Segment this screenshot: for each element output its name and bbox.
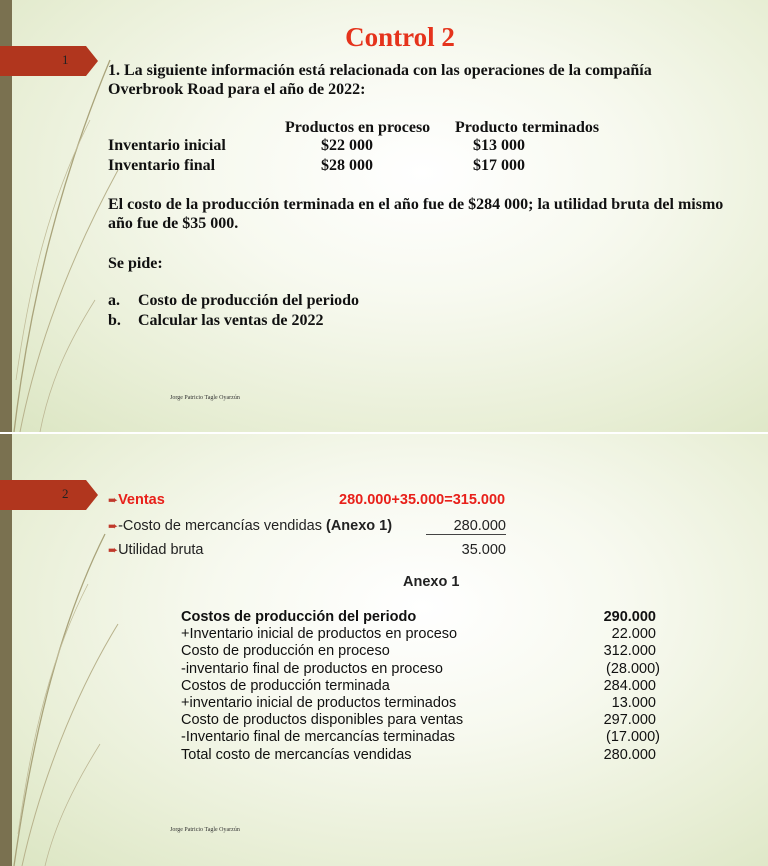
row-final-proceso: $28 000 [321,157,373,174]
col-header-proceso: Productos en proceso [285,119,431,136]
anexo-row-value: 297.000 [603,712,656,729]
anexo-row-value: 312.000 [603,643,656,660]
task-b-letter: b. [108,312,121,329]
slide-1 [0,0,768,432]
anexo-row-label: Costos de producción del periodo [181,609,417,625]
anexo-row-label: +Inventario inicial de productos en proceso [181,626,458,643]
anexo-title: Anexo 1 [403,574,460,590]
slide-number: 2 [62,486,69,501]
cost-line-2: año fue de $35 000. [108,215,239,232]
ventas-label: Ventas [118,492,165,508]
task-a-text: Costo de producción del periodo [138,292,360,309]
row-inicial-terminados: $13 000 [473,137,525,154]
anexo-row-label: Costos de producción terminada [181,677,390,694]
utilidad-row [108,542,204,558]
footer-author: Jorge Patricio Tagle Oyarzún [170,827,240,833]
row-label-inicial: Inventario inicial [108,137,226,154]
anexo-row-label: -Inventario final de mercancías terminadas [181,729,456,746]
utilidad-label: Utilidad bruta [118,542,204,558]
task-a-letter: a. [108,292,120,309]
ventas-row [108,492,165,508]
anexo-row-label: Total costo de mercancías vendidas [181,746,412,763]
anexo-row-label: Costo de producción en proceso [181,643,390,660]
row-inicial-proceso: $22 000 [321,137,373,154]
anexo-row-value: 290.000 [603,609,656,625]
row-label-final: Inventario final [108,157,216,174]
costo-label: -Costo de mercancías vendidas [118,518,322,534]
cost-line-1: El costo de la producción terminada en el año fue de $284 000; la utilidad bruta del mismo [108,196,724,213]
anexo-row-label: -inventario final de productos en proceso [181,660,443,677]
ventas-value: 280.000+35.000=315.000 [339,492,506,508]
footer-author: Jorge Patricio Tagle Oyarzún [170,395,240,401]
anexo-row-value: (17.000) [605,729,660,746]
utilidad-value: 35.000 [461,542,506,558]
anexo-row-value: 284.000 [603,677,656,694]
row-final-terminados: $17 000 [473,157,525,174]
anexo-row-value: (28.000) [605,660,660,677]
se-pide-heading: Se pide: [108,255,163,272]
anexo-row-label: +inventario inicial de productos terminados [181,695,457,711]
anexo-row-value: 13.000 [611,695,656,711]
costo-anexo-ref: (Anexo 1) [326,518,393,534]
anexo-row-value: 22.000 [611,626,656,643]
costo-value: 280.000 [426,518,506,535]
arrow-bullet-icon: ➨ [108,519,119,533]
page-title: Control 2 [345,22,455,52]
intro-line-2: Overbrook Road para el año de 2022: [108,81,366,98]
arrow-bullet-icon: ➨ [108,543,119,557]
costo-row [108,518,392,534]
col-header-terminados: Producto terminados [455,119,600,136]
intro-line-1: 1. La siguiente información está relacionada con las operaciones de la compañía [108,62,652,79]
anexo-row-value: 280.000 [603,746,656,763]
arrow-bullet-icon: ➨ [108,493,119,507]
slide-number-tab [0,480,98,510]
task-b-text: Calcular las ventas de 2022 [138,312,324,329]
anexo-row-label: Costo de productos disponibles para ventas [181,712,464,729]
slide-2 [0,434,768,866]
slide-number: 1 [62,52,69,67]
